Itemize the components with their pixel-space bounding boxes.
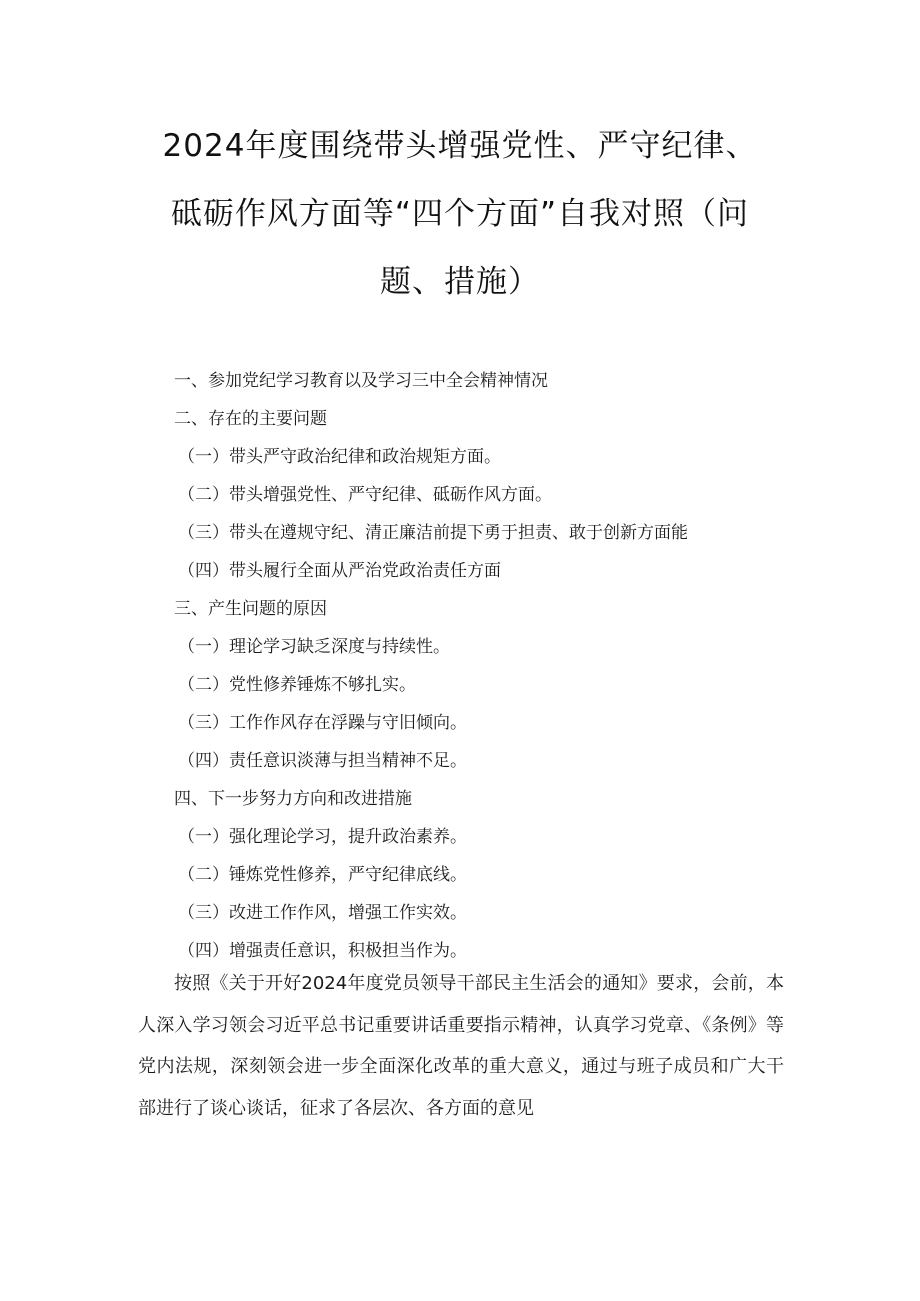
title-line: 砥砺作风方面等“四个方面”自我对照（问: [170, 196, 750, 232]
outline-sub-item: （三）工作作风存在浮躁与守旧倾向。: [178, 713, 467, 733]
outline-sub-item: （四）增强责任意识，积极担当作为。: [178, 941, 467, 961]
document-title: [140, 112, 780, 316]
outline-sub-item: （一）强化理论学习，提升政治素养。: [178, 827, 467, 847]
outline-sub-item: （二）党性修养锤炼不够扎实。: [178, 675, 416, 695]
outline-sub-item: （二）锤炼党性修养，严守纪律底线。: [178, 865, 467, 885]
outline-section-heading: 三、产生问题的原因: [174, 599, 327, 619]
title-line: 题、措施）: [380, 264, 540, 300]
outline-sub-item: （三）带头在遵规守纪、清正廉洁前提下勇于担责、敢于创新方面能: [178, 523, 688, 543]
outline-sub-item: （四）带头履行全面从严治党政治责任方面: [178, 561, 501, 581]
outline-sub-item: （二）带头增强党性、严守纪律、砥砺作风方面。: [178, 485, 552, 505]
outline-sub-item: （一）理论学习缺乏深度与持续性。: [178, 637, 450, 657]
outline-section-heading: 二、存在的主要问题: [174, 409, 327, 429]
body-paragraph: 按照《关于开好2024年度党员领导干部民主生活会的通知》要求，会前，本人深入学习领会习近平总书记重要讲话重要指示精神，认真学习党章、《条例》等党内法规，深刻领会进一步全面深化改革的重大意义，通过与班子成员和广大干部进行了谈心谈话，征求了各层次、各方面的意见: [138, 973, 784, 1119]
title-line: 2024年度围绕带头增强党性、严守纪律、: [162, 128, 758, 164]
outline-sub-item: （四）责任意识淡薄与担当精神不足。: [178, 751, 467, 771]
outline-sub-item: （三）改进工作作风，增强工作实效。: [178, 903, 467, 923]
document-outline: [174, 362, 794, 970]
outline-section-heading: 四、下一步努力方向和改进措施: [174, 789, 412, 809]
outline-section-heading: 一、参加党纪学习教育以及学习三中全会精神情况: [174, 371, 548, 391]
outline-sub-item: （一）带头严守政治纪律和政治规矩方面。: [178, 447, 501, 467]
